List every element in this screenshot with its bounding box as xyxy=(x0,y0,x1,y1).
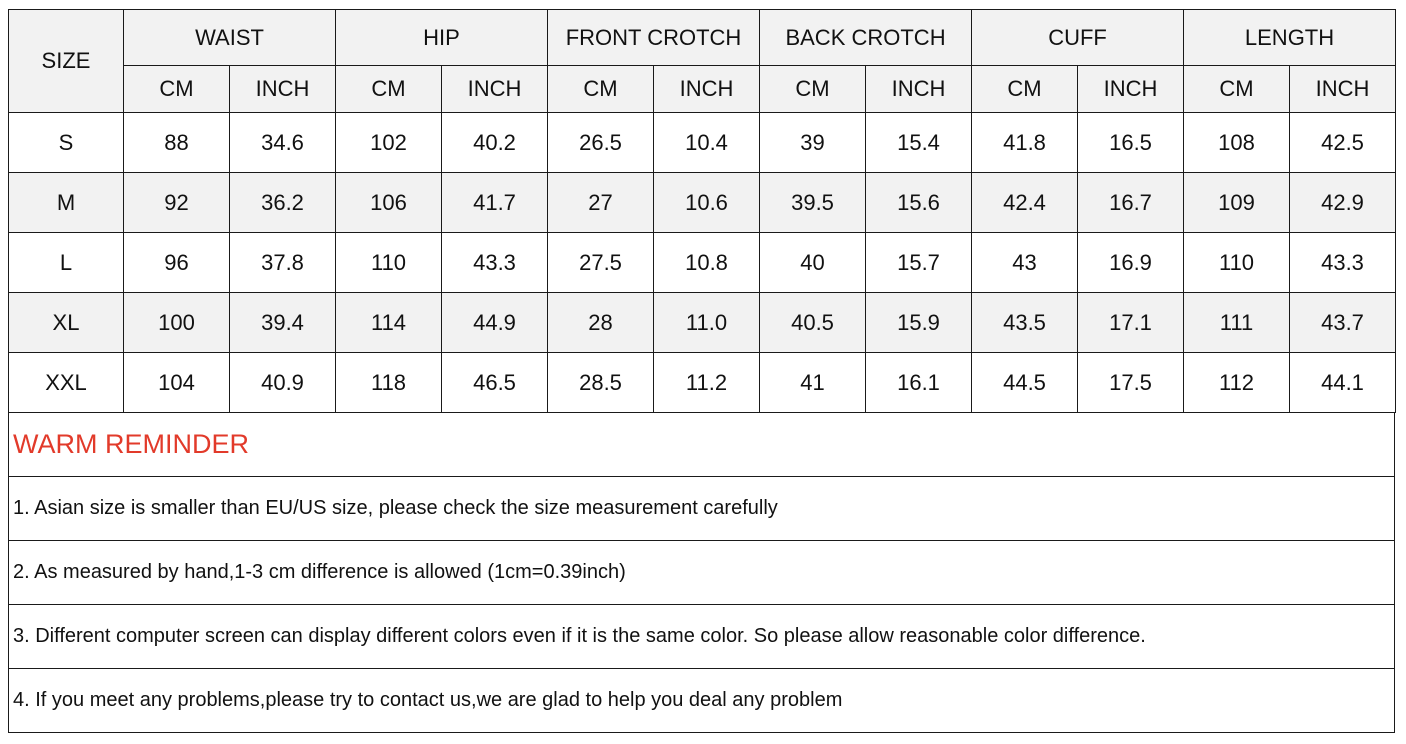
reminder-note-2: 2. As measured by hand,1-3 cm difference is allowed (1cm=0.39inch) xyxy=(9,541,1395,605)
reminder-note-3: 3. Different computer screen can display different colors even if it is the same color. So please allow reasonable color difference. xyxy=(9,605,1395,669)
back-crotch-inch-cell: 15.9 xyxy=(866,293,972,353)
unit-header-cm: CM xyxy=(972,66,1078,113)
unit-header-cm: CM xyxy=(1184,66,1290,113)
front-crotch-cm-cell: 28 xyxy=(548,293,654,353)
unit-header-cm: CM xyxy=(760,66,866,113)
table-row xyxy=(9,173,1396,233)
unit-header-inch: INCH xyxy=(230,66,336,113)
table-unit-row xyxy=(9,66,1396,113)
reminder-note-row xyxy=(9,477,1395,541)
waist-inch-cell: 36.2 xyxy=(230,173,336,233)
front-crotch-inch-cell: 11.2 xyxy=(654,353,760,413)
size-chart xyxy=(8,9,1395,734)
length-cm-cell: 108 xyxy=(1184,113,1290,173)
hip-header: HIP xyxy=(336,10,548,66)
cuff-cm-cell: 43.5 xyxy=(972,293,1078,353)
cuff-header: CUFF xyxy=(972,10,1184,66)
length-cm-cell: 109 xyxy=(1184,173,1290,233)
length-cm-cell: 111 xyxy=(1184,293,1290,353)
waist-inch-cell: 40.9 xyxy=(230,353,336,413)
length-inch-cell: 43.3 xyxy=(1290,233,1396,293)
reminder-note-1: 1. Asian size is smaller than EU/US size, please check the size measurement carefully xyxy=(9,477,1395,541)
cuff-inch-cell: 17.1 xyxy=(1078,293,1184,353)
warm-reminder-section xyxy=(8,412,1395,733)
back-crotch-cm-cell: 40 xyxy=(760,233,866,293)
length-inch-cell: 42.5 xyxy=(1290,113,1396,173)
reminder-note-row xyxy=(9,605,1395,669)
cuff-inch-cell: 16.9 xyxy=(1078,233,1184,293)
reminder-note-row xyxy=(9,669,1395,733)
front-crotch-cm-cell: 27.5 xyxy=(548,233,654,293)
reminder-title-row xyxy=(9,413,1395,477)
reminder-note-row xyxy=(9,541,1395,605)
size-table xyxy=(8,9,1396,413)
cuff-cm-cell: 44.5 xyxy=(972,353,1078,413)
unit-header-inch: INCH xyxy=(1078,66,1184,113)
table-row xyxy=(9,113,1396,173)
size-cell: S xyxy=(9,113,124,173)
waist-cm-cell: 100 xyxy=(124,293,230,353)
hip-cm-cell: 106 xyxy=(336,173,442,233)
back-crotch-inch-cell: 15.4 xyxy=(866,113,972,173)
front-crotch-inch-cell: 10.4 xyxy=(654,113,760,173)
cuff-inch-cell: 16.7 xyxy=(1078,173,1184,233)
waist-inch-cell: 34.6 xyxy=(230,113,336,173)
unit-header-inch: INCH xyxy=(442,66,548,113)
unit-header-cm: CM xyxy=(548,66,654,113)
hip-inch-cell: 46.5 xyxy=(442,353,548,413)
length-inch-cell: 44.1 xyxy=(1290,353,1396,413)
hip-cm-cell: 118 xyxy=(336,353,442,413)
back-crotch-cm-cell: 39.5 xyxy=(760,173,866,233)
front-crotch-header: FRONT CROTCH xyxy=(548,10,760,66)
cuff-cm-cell: 43 xyxy=(972,233,1078,293)
front-crotch-cm-cell: 28.5 xyxy=(548,353,654,413)
hip-cm-cell: 102 xyxy=(336,113,442,173)
length-header: LENGTH xyxy=(1184,10,1396,66)
cuff-cm-cell: 41.8 xyxy=(972,113,1078,173)
cuff-inch-cell: 17.5 xyxy=(1078,353,1184,413)
back-crotch-cm-cell: 39 xyxy=(760,113,866,173)
front-crotch-inch-cell: 11.0 xyxy=(654,293,760,353)
size-header: SIZE xyxy=(9,10,124,113)
back-crotch-inch-cell: 15.7 xyxy=(866,233,972,293)
length-inch-cell: 43.7 xyxy=(1290,293,1396,353)
size-cell: XXL xyxy=(9,353,124,413)
length-cm-cell: 110 xyxy=(1184,233,1290,293)
waist-inch-cell: 39.4 xyxy=(230,293,336,353)
hip-cm-cell: 110 xyxy=(336,233,442,293)
back-crotch-inch-cell: 16.1 xyxy=(866,353,972,413)
cuff-inch-cell: 16.5 xyxy=(1078,113,1184,173)
back-crotch-cm-cell: 41 xyxy=(760,353,866,413)
size-cell: L xyxy=(9,233,124,293)
front-crotch-inch-cell: 10.8 xyxy=(654,233,760,293)
hip-inch-cell: 43.3 xyxy=(442,233,548,293)
unit-header-cm: CM xyxy=(124,66,230,113)
size-cell: XL xyxy=(9,293,124,353)
table-row xyxy=(9,353,1396,413)
waist-cm-cell: 88 xyxy=(124,113,230,173)
unit-header-inch: INCH xyxy=(866,66,972,113)
cuff-cm-cell: 42.4 xyxy=(972,173,1078,233)
front-crotch-inch-cell: 10.6 xyxy=(654,173,760,233)
hip-inch-cell: 44.9 xyxy=(442,293,548,353)
reminder-title: WARM REMINDER xyxy=(9,413,1395,477)
waist-header: WAIST xyxy=(124,10,336,66)
hip-inch-cell: 40.2 xyxy=(442,113,548,173)
back-crotch-header: BACK CROTCH xyxy=(760,10,972,66)
hip-inch-cell: 41.7 xyxy=(442,173,548,233)
table-header-row xyxy=(9,10,1396,66)
front-crotch-cm-cell: 26.5 xyxy=(548,113,654,173)
waist-inch-cell: 37.8 xyxy=(230,233,336,293)
waist-cm-cell: 104 xyxy=(124,353,230,413)
length-inch-cell: 42.9 xyxy=(1290,173,1396,233)
waist-cm-cell: 92 xyxy=(124,173,230,233)
length-cm-cell: 112 xyxy=(1184,353,1290,413)
table-row xyxy=(9,233,1396,293)
front-crotch-cm-cell: 27 xyxy=(548,173,654,233)
back-crotch-inch-cell: 15.6 xyxy=(866,173,972,233)
hip-cm-cell: 114 xyxy=(336,293,442,353)
reminder-note-4: 4. If you meet any problems,please try to contact us,we are glad to help you deal any problem xyxy=(9,669,1395,733)
waist-cm-cell: 96 xyxy=(124,233,230,293)
unit-header-cm: CM xyxy=(336,66,442,113)
back-crotch-cm-cell: 40.5 xyxy=(760,293,866,353)
unit-header-inch: INCH xyxy=(654,66,760,113)
table-row xyxy=(9,293,1396,353)
size-cell: M xyxy=(9,173,124,233)
unit-header-inch: INCH xyxy=(1290,66,1396,113)
